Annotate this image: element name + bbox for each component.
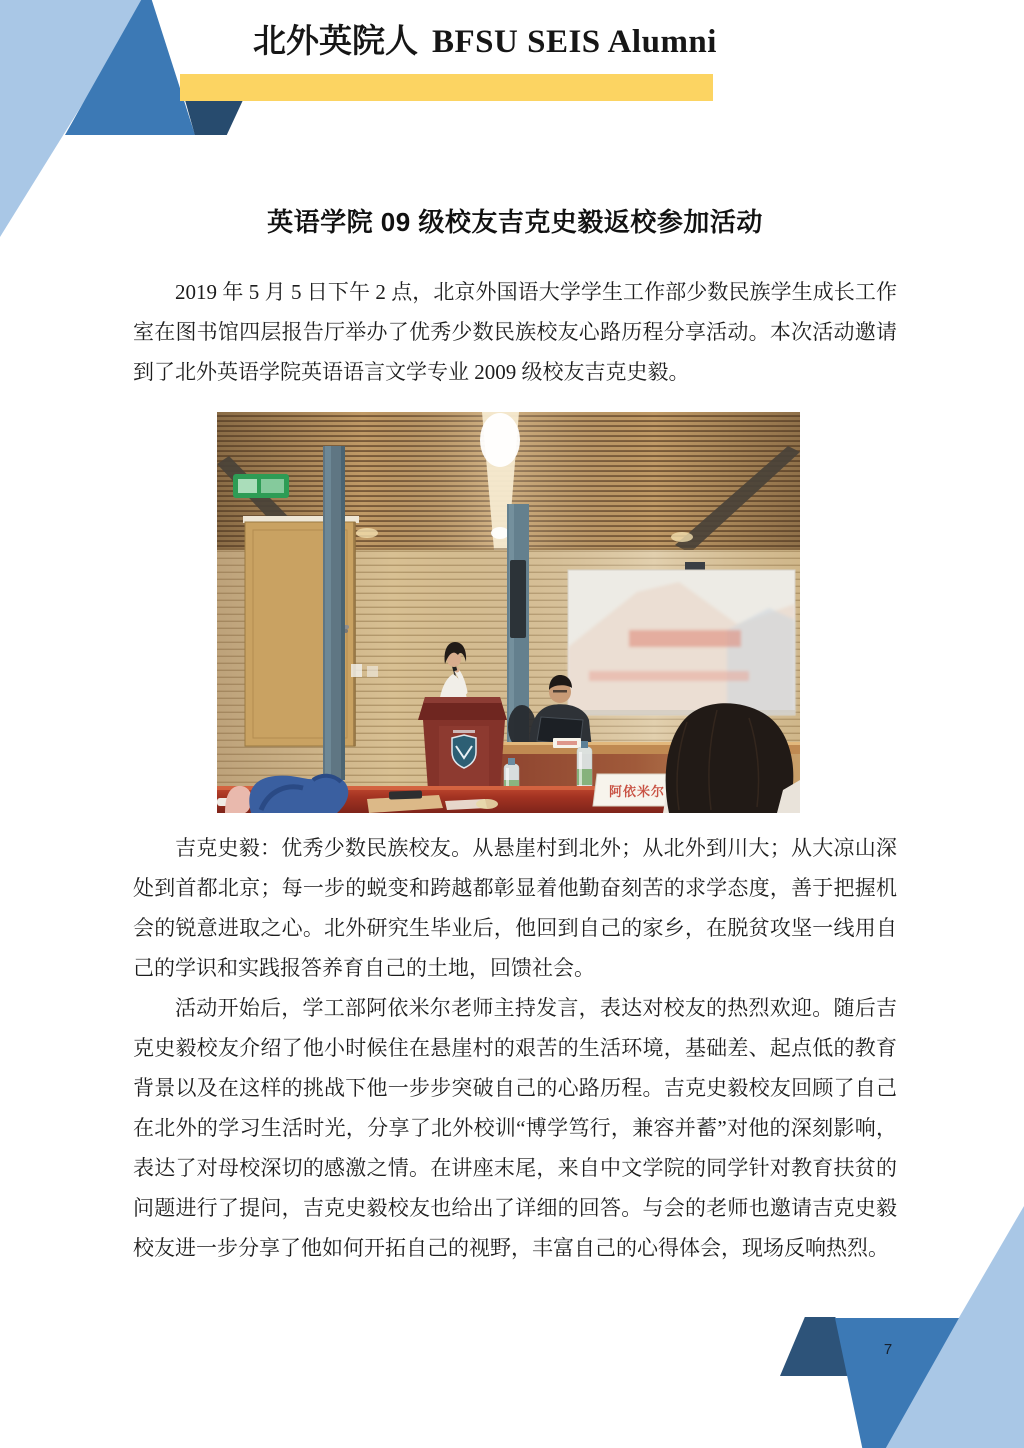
screen-red-text-blur bbox=[589, 671, 749, 681]
projection-screen bbox=[568, 562, 795, 715]
deco-triangle-navy-top-left bbox=[185, 100, 243, 135]
masthead-accent-bar bbox=[180, 74, 713, 101]
pillar-left bbox=[323, 446, 345, 780]
event-photo bbox=[217, 412, 800, 813]
paragraph-intro: 2019 年 5 月 5 日下午 2 点，北京外国语大学学生工作部少数民族学生成长工作室在图书馆四层报告厅举办了优秀少数民族校友心路历程分享活动。本次活动邀请到了北外英语学院英语语言文学专业 2009 级校友吉克史毅。 bbox=[133, 280, 897, 384]
wall-panel bbox=[367, 666, 378, 677]
masthead-title-zh: 北外英院人 bbox=[253, 24, 418, 60]
article-headline: 英语学院 09 级校友吉克史毅返校参加活动 bbox=[267, 207, 763, 237]
wall-speaker bbox=[510, 560, 526, 638]
article-intro-block bbox=[133, 272, 897, 392]
masthead bbox=[253, 22, 717, 62]
masthead-title-en: BFSU SEIS Alumni bbox=[432, 24, 717, 60]
podium bbox=[418, 697, 507, 790]
exit-sign bbox=[233, 474, 289, 498]
lecture-room-photo-illustration bbox=[217, 412, 800, 813]
name-card-text: 阿依米尔 bbox=[608, 784, 666, 799]
university-crest bbox=[452, 735, 476, 768]
phone bbox=[389, 790, 422, 799]
paragraph-event: 活动开始后，学工部阿依米尔老师主持发言，表达对校友的热烈欢迎。随后吉克史毅校友介绍了他小时候住在悬崖村的艰苦的生活环境，基础差、起点低的教育背景以及在这样的挑战下他一步步突破自己的心路历程。吉克史毅校友回顾了自己在北外的学习生活时光，分享了北外校训“博学笃行，兼容并蓄”对他的深刻影响，表达了对母校深切的感激之情。在讲座末尾，来自中文学院的同学针对教育扶贫的问题进行了提问，吉克史毅校友也给出了详细的回答。与会的老师也邀请吉克史毅校友进一步分享了他如何开拓自己的视野，丰富自己的心得体会，现场反响热烈。 bbox=[133, 996, 897, 1260]
wall-panel bbox=[351, 664, 362, 677]
paragraph-profile: 吉克史毅：优秀少数民族校友。从悬崖村到北外；从北外到川大；从大凉山深处到首都北京；每一步的蜕变和跨越都彰显着他勤奋刻苦的求学态度，善于把握机会的锐意进取之心。北外研究生毕业后，他回到自己的家乡，在脱贫攻坚一线用自己的学识和实践报答养育自己的土地，回馈社会。 bbox=[133, 836, 897, 980]
page-number: 7 bbox=[883, 1341, 893, 1358]
screen-red-text-blur bbox=[629, 630, 741, 647]
glasses bbox=[553, 690, 567, 693]
article-body-block bbox=[133, 828, 897, 1268]
